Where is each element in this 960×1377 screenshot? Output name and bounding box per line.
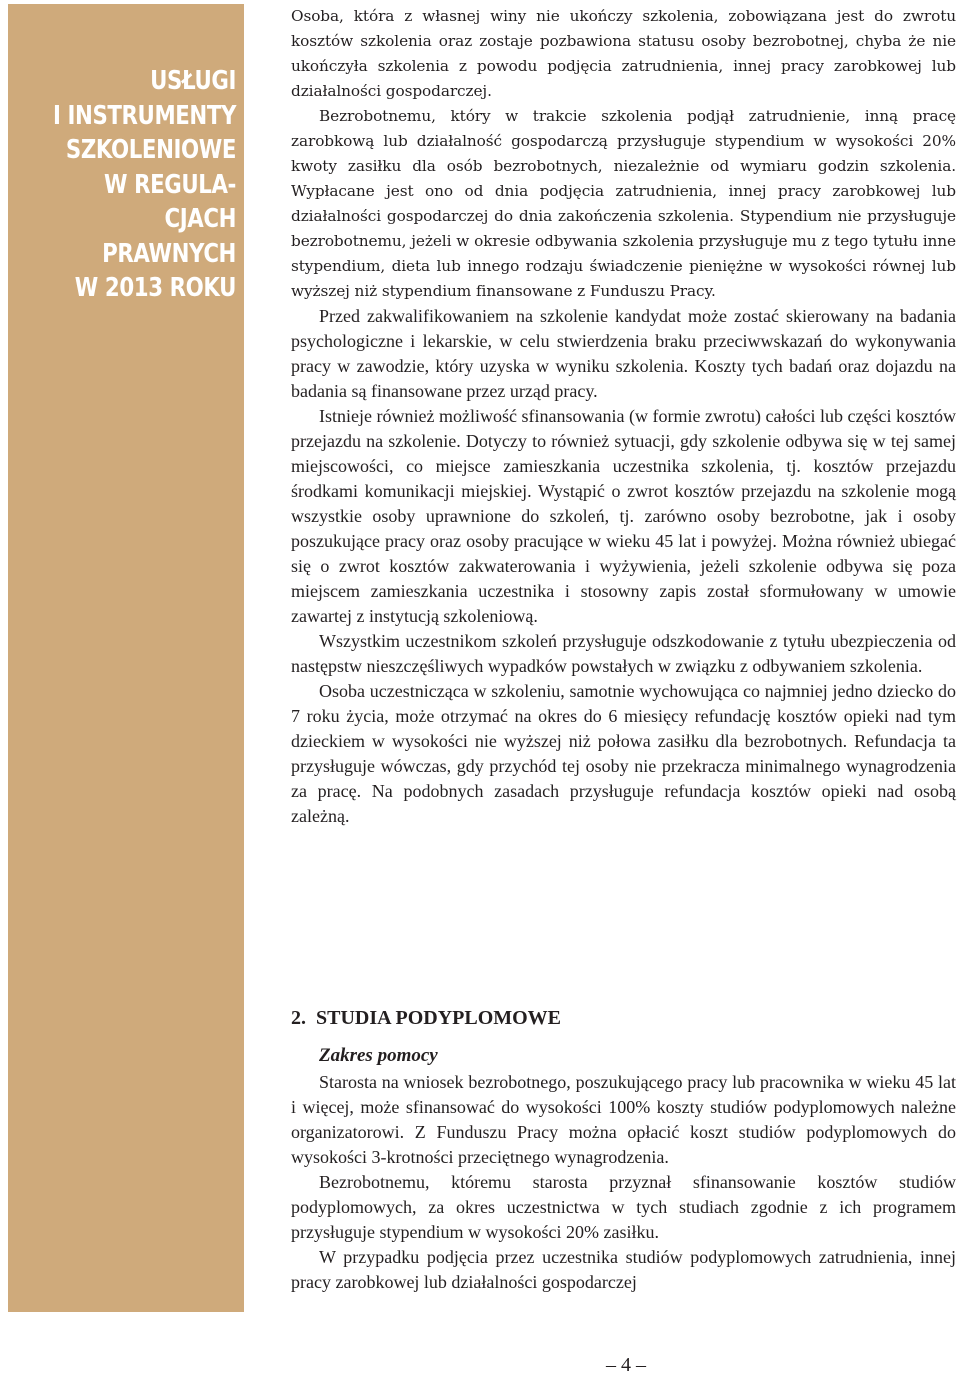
- sidebar-panel: [8, 4, 244, 1312]
- chapter-title-line: SZKOLENIOWE: [65, 135, 236, 165]
- chapter-title-line: W 2013 ROKU: [74, 273, 237, 303]
- paragraph-stipend: Bezrobotnemu, który w trakcie szkolenia podjął zatrudnienie, inną pracę zarobkową lub działalność gospodarczą przysługuje stypendium w wysokości 20% kwoty zasiłku dla osób bezrobotnych, niezależnie od wymiaru godzin szkolenia. Wypłacane jest ono od dnia podjęcia zatrudnienia, innej pracy zarobkowej lub działalności gospodarczej do dnia zakończenia szkolenia. Stypendium nie przysługuje bezrobotnemu, jeżeli w okresie odbywania szkolenia przysługuje mu z tego tytułu inne stypendium, dieta lub innego rodzaju świadczenie pieniężne w wysokości równej lub wyższej niż stypendium finansowane z Funduszu Pracy.: [291, 107, 956, 300]
- paragraph-non-completion: Osoba, która z własnej winy nie ukończy szkolenia, zobowiązana jest do zwrotu kosztów szkolenia oraz zostaje pozbawiona statusu osoby bezrobotnej, chyba że nie ukończyła szkolenia z powodu podjęcia zatrudnienia, innej pracy zarobkowej lub działalności gospodarczej.: [291, 7, 956, 100]
- chapter-title-line: I INSTRUMENTY: [52, 100, 236, 131]
- body-text: [291, 4, 956, 829]
- section-number: 2.: [291, 1007, 306, 1029]
- chapter-title-line: CJACH: [164, 204, 236, 234]
- paragraph-medical-exams: Przed zakwalifikowaniem na szkolenie kandydat może zostać skierowany na badania psychologiczne i lekarskie, w celu stwierdzenia braku przeciwwskazań do wykonywania pracy w zawodzie, który uzyska w wyniku szkolenia. Koszty tych badań oraz dojazdu na badania są finansowane przez urząd pracy.: [291, 306, 956, 401]
- page-number: – 4 –: [606, 1354, 646, 1376]
- chapter-title: [49, 64, 236, 306]
- section-postgraduate-studies: [291, 1004, 956, 1295]
- paragraph-employment: W przypadku podjęcia przez uczestnika studiów podyplomowych zatrudnienia, innej pracy zarobkowej lub działalności gospodarczej: [291, 1247, 956, 1292]
- section-heading: [291, 1004, 956, 1032]
- chapter-title-line: PRAWNYCH: [102, 238, 236, 269]
- paragraph-childcare: Osoba uczestnicząca w szkoleniu, samotnie wychowująca co najmniej jedno dziecko do 7 roku życia, może otrzymać na okres do 6 miesięcy refundację kosztów opieki nad tym dzieckiem w wysokości nie wyższej niż połowa zasiłku dla bezrobotnych. Refundacja ta przysługuje wówczas, gdy przychód tej osoby nie przekracza minimalnego wynagrodzenia za pracę. Na podobnych zasadach przysługuje refundacja kosztów opieki nad osobą zależną.: [291, 681, 956, 826]
- chapter-title-line: USŁUGI: [150, 66, 236, 96]
- section-title: STUDIA PODYPLOMOWE: [316, 1007, 562, 1029]
- paragraph-funding: Starosta na wniosek bezrobotnego, poszukującego pracy lub pracownika w wieku 45 lat i więcej, może sfinansować do wysokości 100% koszty studiów podyplomowych należne organizatorowi. Z Funduszu Pracy można opłacić koszt studiów podyplomowych do wysokości 3-krotności przeciętnego wynagrodzenia.: [291, 1072, 956, 1167]
- paragraph-insurance: Wszystkim uczestnikom szkoleń przysługuje odszkodowanie z tytułu ubezpieczenia od następstw nieszczęśliwych wypadków powstałych w związku z odbywaniem szkolenia.: [291, 631, 956, 676]
- paragraph-travel-costs: Istnieje również możliwość sfinansowania (w formie zwrotu) całości lub części kosztów przejazdu na szkolenie. Dotyczy to również sytuacji, gdy szkolenie odbywa się w tej samej miejscowości, co miejsce zamieszkania uczestnika szkolenia, tj. kosztów przejazdu środkami komunikacji miejskiej. Wystąpić o zwrot kosztów przejazdu na szkolenie mogą wszystkie osoby uprawnione do szkoleń, tj. zarówno osoby bezrobotne, jak i osoby poszukujące pracy oraz osoby pracujące w wieku 45 lat i powyżej. Można również ubiegać się o zwrot kosztów zakwaterowania i wyżywienia, jeżeli szkolenie odbywa się poza miejscem zamieszkania uczestnika i stosowny zapis został sformułowany w umowie zawartej z instytucją szkoleniową.: [291, 406, 956, 626]
- chapter-title-line: W REGULA-: [104, 169, 236, 200]
- paragraph-study-stipend: Bezrobotnemu, któremu starosta przyznał sfinansowanie kosztów studiów podyplomowych, za okres uczestnictwa w tych studiach zgodnie z ich programem przysługuje stypendium w wysokości 20% zasiłku.: [291, 1172, 956, 1242]
- section-subheading: Zakres pomocy: [319, 1045, 438, 1066]
